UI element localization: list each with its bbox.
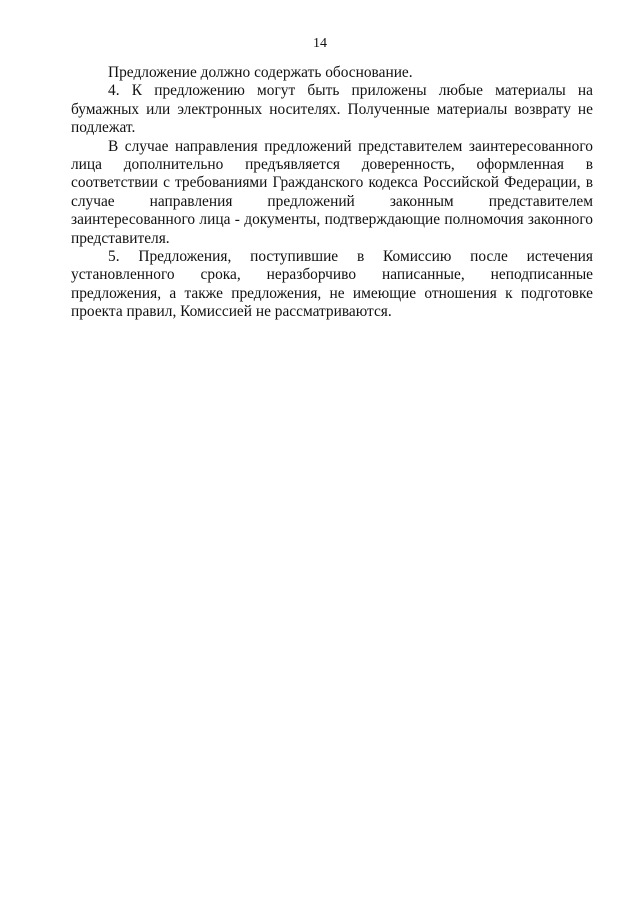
page-number: 14 [313,36,327,51]
paragraph-item-4: 4. К предложению могут быть приложены любые материалы на бумажных или электронных носителях. Полученные материалы возврату не подлежат. [71,82,593,137]
paragraph-justification: Предложение должно содержать обоснование. [108,64,413,81]
document-body [71,64,593,322]
paragraph-item-5: 5. Предложения, поступившие в Комиссию после истечения установленного срока, неразборчиво написанные, неподписанные предложения, а также предложения, не имеющие отношения к подготовке проекта правил, Комиссией не рассматриваются. [71,248,593,321]
paragraph-representative: В случае направления предложений представителем заинтересованного лица дополнительно предъявляется доверенность, оформленная в соответствии с требованиями Гражданского кодекса Российской Федерации, в случае направления предложений законным представителем заинтересованного лица - документы, подтверждающие полномочия законного представителя. [71,137,593,247]
